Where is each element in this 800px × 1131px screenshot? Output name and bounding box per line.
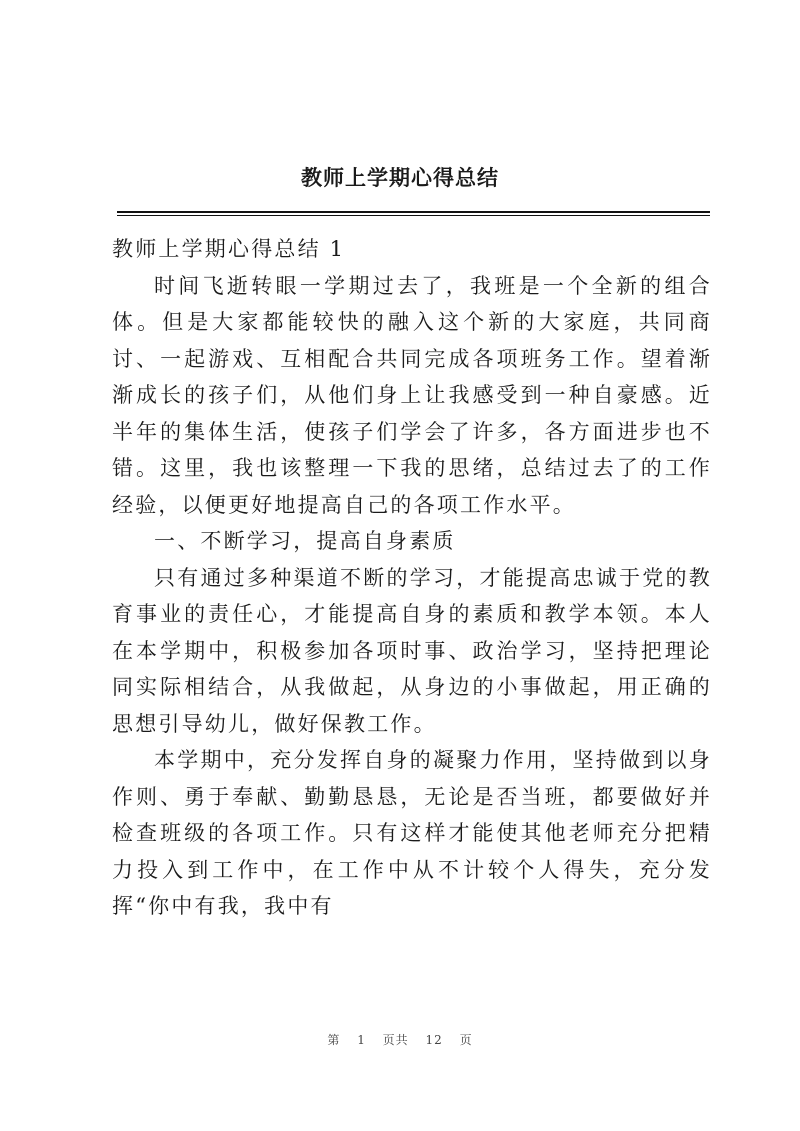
footer-suffix: 页 — [459, 1033, 473, 1047]
document-body — [112, 231, 712, 925]
footer-mid: 页共 — [382, 1033, 409, 1047]
page-footer — [0, 1031, 800, 1048]
paragraph: 只有通过多种渠道不断的学习，才能提高忠诚于党的教育事业的责任心，才能提高自身的素质和教学本领。本人在本学期中，积极参加各项时事、政治学习，坚持把理论同实际相结合，从我做起，从身边的小事做起，用正确的思想引导幼儿，做好保教工作。 — [112, 565, 712, 736]
paragraph: 本学期中，充分发挥自身的凝聚力作用，坚持做到以身作则、勇于奉献、勤勤恳恳，无论是否当班，都要做好并检查班级的各项工作。只有这样才能使其他老师充分把精力投入到工作中，在工作中从不计较个人得失，充分发挥“你中有我，我中有 — [112, 748, 712, 918]
footer-page-total: 12 — [425, 1033, 443, 1047]
title-rule-thick — [117, 211, 710, 213]
document-title: 教师上学期心得总结 — [301, 166, 499, 190]
footer-prefix: 第 — [327, 1033, 341, 1047]
footer-page-current: 1 — [357, 1033, 366, 1047]
section-subheading: 一、不断学习，提高自身素质 — [154, 529, 456, 553]
section-heading: 教师上学期心得总结 1 — [112, 237, 346, 261]
paragraph: 时间飞逝转眼一学期过去了，我班是一个全新的组合体。但是大家都能较快的融入这个新的大家庭，共同商讨、一起游戏、互相配合共同完成各项班务工作。望着渐渐成长的孩子们，从他们身上让我感受到一种自豪感。近半年的集体生活，使孩子们学会了许多，各方面进步也不错。这里，我也该整理一下我的思绪，总结过去了的工作经验，以便更好地提高自己的各项工作水平。 — [112, 273, 712, 517]
title-rule-thin — [117, 215, 710, 216]
